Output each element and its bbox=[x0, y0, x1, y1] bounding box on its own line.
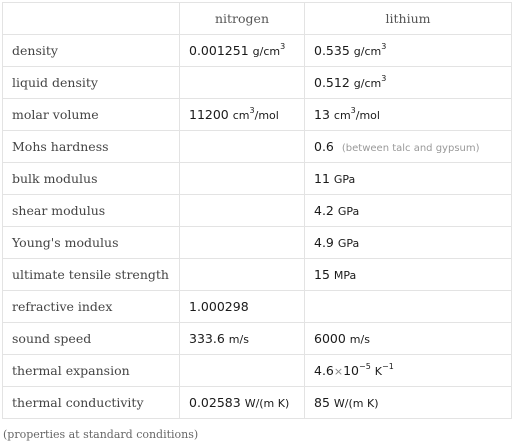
nitrogen-value bbox=[180, 35, 305, 67]
value-unit: GPa bbox=[337, 237, 360, 250]
value-unit bbox=[232, 106, 279, 122]
nitrogen-value bbox=[180, 131, 305, 163]
value-number: 11 bbox=[314, 171, 330, 186]
row-label: molar volume bbox=[3, 99, 180, 131]
value-number: 0.535 bbox=[314, 43, 350, 58]
nitrogen-value bbox=[180, 323, 305, 355]
properties-table bbox=[2, 2, 512, 419]
table-row bbox=[3, 259, 512, 291]
lithium-value bbox=[305, 163, 512, 195]
lithium-value bbox=[305, 387, 512, 419]
unit-exponent: 3 bbox=[381, 42, 387, 52]
value-unit bbox=[353, 42, 387, 58]
table-row bbox=[3, 387, 512, 419]
nitrogen-value bbox=[180, 67, 305, 99]
row-label: liquid density bbox=[3, 67, 180, 99]
footer-note: (properties at standard conditions) bbox=[3, 428, 199, 441]
value-number: 4.9 bbox=[314, 235, 334, 250]
value-number: 0.02583 bbox=[189, 395, 241, 410]
value-unit: W/(m K) bbox=[333, 397, 379, 410]
table-row bbox=[3, 195, 512, 227]
row-label: thermal expansion bbox=[3, 355, 180, 387]
value-unit: MPa bbox=[333, 269, 357, 282]
header-blank bbox=[3, 3, 180, 35]
header-row bbox=[3, 3, 512, 35]
lithium-value bbox=[305, 35, 512, 67]
value-unit: W/(m K) bbox=[244, 397, 290, 410]
row-label: Young's modulus bbox=[3, 227, 180, 259]
lithium-value bbox=[305, 355, 512, 387]
table-row bbox=[3, 99, 512, 131]
lithium-value bbox=[305, 259, 512, 291]
table-row bbox=[3, 291, 512, 323]
unit-text: cm bbox=[333, 109, 351, 122]
row-label: bulk modulus bbox=[3, 163, 180, 195]
row-label: refractive index bbox=[3, 291, 180, 323]
value-number: 11200 bbox=[189, 107, 229, 122]
table-row bbox=[3, 35, 512, 67]
value-number: 0.001251 bbox=[189, 43, 249, 58]
value-number: 85 bbox=[314, 395, 330, 410]
value-number: 0.6 bbox=[314, 139, 334, 154]
lithium-value bbox=[305, 131, 512, 163]
times-sign: × bbox=[333, 365, 344, 378]
nitrogen-value bbox=[180, 355, 305, 387]
unit-text: g/cm bbox=[252, 45, 281, 58]
value-unit: m/s bbox=[349, 333, 370, 346]
row-label: shear modulus bbox=[3, 195, 180, 227]
lithium-value bbox=[305, 195, 512, 227]
lithium-value bbox=[305, 67, 512, 99]
unit-tail: /mol bbox=[254, 109, 279, 122]
exponent-base: 10 bbox=[343, 363, 360, 378]
unit-exponent: 3 bbox=[350, 106, 356, 116]
value-number: 15 bbox=[314, 267, 330, 282]
unit-exponent: 3 bbox=[280, 42, 286, 52]
nitrogen-value bbox=[180, 163, 305, 195]
value-number: 4.2 bbox=[314, 203, 334, 218]
nitrogen-value bbox=[180, 99, 305, 131]
nitrogen-value bbox=[180, 227, 305, 259]
value-unit: m/s bbox=[228, 333, 249, 346]
unit-text: cm bbox=[232, 109, 250, 122]
value-number: 0.512 bbox=[314, 75, 350, 90]
value-number: 4.6 bbox=[314, 363, 334, 378]
row-label: sound speed bbox=[3, 323, 180, 355]
value-number: 333.6 bbox=[189, 331, 225, 346]
table-row bbox=[3, 131, 512, 163]
value-unit: GPa bbox=[337, 205, 360, 218]
row-label: density bbox=[3, 35, 180, 67]
header-nitrogen: nitrogen bbox=[180, 3, 305, 35]
row-label: Mohs hardness bbox=[3, 131, 180, 163]
unit-tail: /mol bbox=[355, 109, 380, 122]
exponent-power: −5 bbox=[359, 361, 371, 371]
row-label: ultimate tensile strength bbox=[3, 259, 180, 291]
table-row bbox=[3, 67, 512, 99]
nitrogen-value bbox=[180, 195, 305, 227]
table-row bbox=[3, 163, 512, 195]
lithium-value bbox=[305, 99, 512, 131]
value-unit: GPa bbox=[333, 173, 356, 186]
table-row bbox=[3, 227, 512, 259]
value-note: (between talc and gypsum) bbox=[341, 143, 480, 154]
unit-exponent: 3 bbox=[381, 74, 387, 84]
nitrogen-value bbox=[180, 387, 305, 419]
row-label: thermal conductivity bbox=[3, 387, 180, 419]
unit-text: g/cm bbox=[353, 77, 382, 90]
unit-text: K bbox=[374, 365, 383, 378]
table-row bbox=[3, 323, 512, 355]
value-unit bbox=[353, 74, 387, 90]
lithium-value bbox=[305, 227, 512, 259]
value-unit bbox=[252, 42, 286, 58]
value-number: 13 bbox=[314, 107, 330, 122]
header-lithium: lithium bbox=[305, 3, 512, 35]
nitrogen-value bbox=[180, 259, 305, 291]
table-row bbox=[3, 355, 512, 387]
lithium-value bbox=[305, 291, 512, 323]
value-number: 6000 bbox=[314, 331, 346, 346]
unit-text: g/cm bbox=[353, 45, 382, 58]
unit-exponent: 3 bbox=[249, 106, 255, 116]
value-unit bbox=[374, 362, 394, 378]
lithium-value bbox=[305, 323, 512, 355]
nitrogen-value: 1.000298 bbox=[180, 291, 305, 323]
unit-exponent: −1 bbox=[382, 362, 394, 372]
value-unit bbox=[333, 106, 380, 122]
